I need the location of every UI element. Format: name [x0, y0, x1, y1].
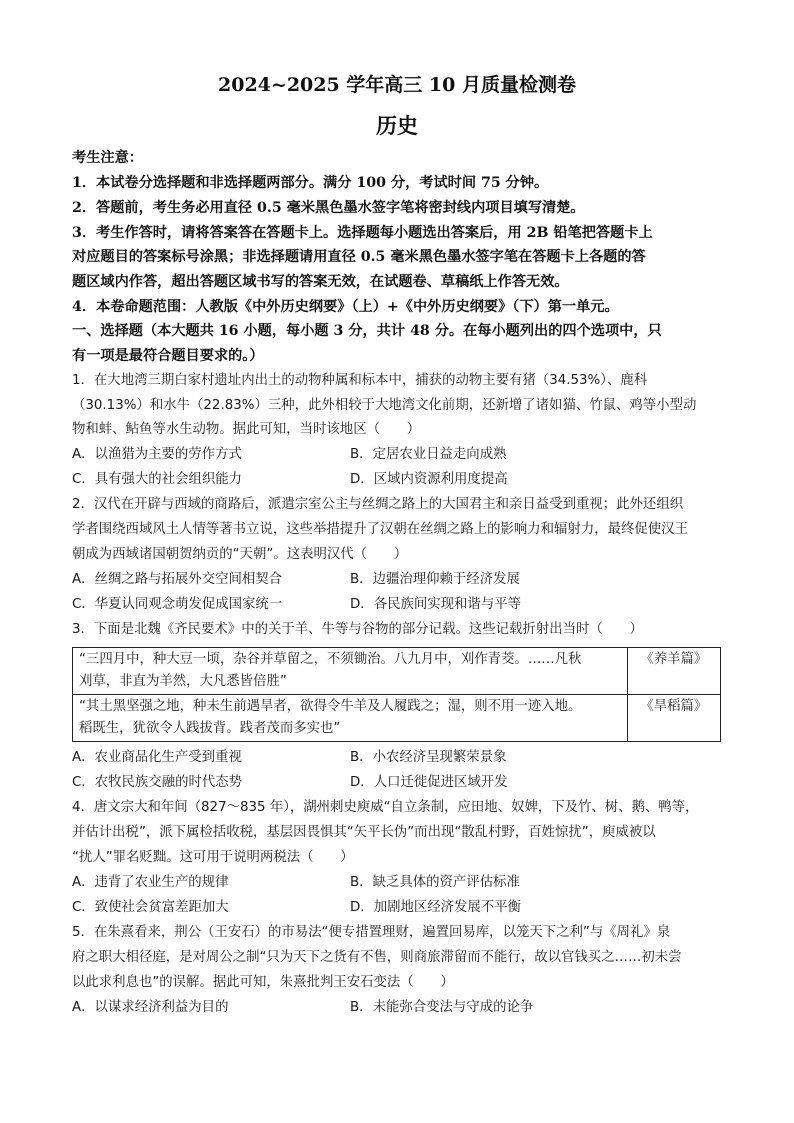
- source-cell: 《养羊篇》: [627, 648, 720, 695]
- question-2-stem: 朝成为西域诸国朝贺纳贡的“天朝”。这表明汉代（ ）: [72, 547, 408, 562]
- section-heading-cont: 有一项是最符合题目要求的。）: [72, 348, 264, 364]
- quote-cell: [73, 695, 628, 742]
- question-5-stem: 5．在朱熹看来，荆公（王安石）的市易法“便专措置理财，遍置回易库，以笼天下之利”与《周礼》泉: [72, 925, 671, 940]
- question-4-stem: 4．唐文宗大和年间（827～835 年），湖州刺史庾威“自立条制，应田地、奴婢，下及竹、树、鹅、鸭等，: [72, 800, 699, 815]
- question-5-stem: 府之职大相径庭，是对周公之制“只为天下之货有不售，则商旅滞留而不能行，故以官钱买之……初未尝: [72, 950, 682, 965]
- notice-line: 对应题目的答案标号涂黑；非选择题请用直径 0.5 毫米黑色墨水签字笔在答题卡上各题的答: [72, 249, 646, 265]
- notice-line: 4．本卷命题范围：人教版《中外历史纲要》（上）+《中外历史纲要》（下）第一单元。: [72, 299, 619, 315]
- subject-title: 历史: [376, 113, 418, 138]
- question-5-stem: 以此求利息也”的误解。据此可知，朱熹批判王安石变法（ ）: [72, 975, 454, 990]
- notice-line: 题区域内作答，超出答题区域书写的答案无效，在试题卷、草稿纸上作答无效。: [72, 274, 569, 290]
- option-b[interactable]: B．缺乏具体的资产评估标准: [350, 875, 520, 890]
- question-1-stem: 1．在大地湾三期白家村遗址内出土的动物种属和标本中，捕获的动物主要有猪（34.53%）、鹿科: [72, 373, 648, 388]
- quote-text: 稻既生，犹欲令人践拔背。践者茂而多实也”: [79, 721, 341, 736]
- option-a[interactable]: A．违背了农业生产的规律: [72, 875, 229, 890]
- option-c[interactable]: C．农牧民族交融的时代态势: [72, 775, 243, 790]
- question-2-stem: 学者围绕西域风土人情等著书立说，这些举措提升了汉朝在丝绸之路上的影响力和辐射力，最终促使汉王: [72, 522, 688, 537]
- table-row: [73, 695, 721, 742]
- notice-line: 3．考生作答时，请将答案答在答题卡上。选择题每小题选出答案后，用 2B 铅笔把答题卡上: [72, 225, 653, 241]
- source-cell: 《旱稻篇》: [627, 695, 720, 742]
- notice-heading: 考生注意：: [72, 150, 143, 166]
- option-b[interactable]: B．定居农业日益走向成熟: [350, 447, 507, 462]
- question-2-stem: 2．汉代在开辟与西域的商路后，派遣宗室公主与丝绸之路上的大国君主和亲日益受到重视；此外还组织: [72, 497, 684, 512]
- table-row: [73, 648, 721, 695]
- quote-text: 刈草，非直为羊然，大凡悉皆倍胜”: [79, 674, 287, 689]
- section-heading: 一、选择题（本大题共 16 小题，每小题 3 分，共计 48 分。在每小题列出的四个选项中，只: [72, 323, 662, 339]
- option-d[interactable]: D．各民族间实现和谐与平等: [350, 597, 521, 612]
- option-c[interactable]: C．华夏认同观念萌发促成国家统一: [72, 597, 283, 612]
- exam-title: 2024~2025 学年高三 10 月质量检测卷: [218, 74, 576, 96]
- question-1-stem: （30.13%）和水牛（22.83%）三种，此外相较于大地湾文化前期，还新增了诸如猫、竹鼠、鸡等小型动: [72, 398, 697, 413]
- option-a[interactable]: A．以谋求经济利益为目的: [72, 1000, 229, 1015]
- notice-line: 1．本试卷分选择题和非选择题两部分。满分 100 分，考试时间 75 分钟。: [72, 175, 549, 191]
- question-1-stem: 物和蚌、鲇鱼等水生动物。据此可知，当时该地区（ ）: [72, 422, 421, 437]
- option-b[interactable]: B．边疆治理仰赖于经济发展: [350, 572, 520, 587]
- question-4-stem: 并估计出税”，派下属检括收税，基层因畏惧其“矢平长伪”而出现“散乱村野，百姓惊扰”，庾威被以: [72, 825, 656, 840]
- question-4-stem: “扰人”罪名贬黜。这可用于说明两税法（ ）: [72, 850, 354, 865]
- option-a[interactable]: A．以渔猎为主要的劳作方式: [72, 447, 242, 462]
- option-d[interactable]: D．加剧地区经济发展不平衡: [350, 900, 521, 915]
- option-c[interactable]: C．具有强大的社会组织能力: [72, 472, 243, 487]
- option-b[interactable]: B．未能弥合变法与守成的论争: [350, 1000, 534, 1015]
- option-b[interactable]: B．小农经济呈现繁荣景象: [350, 750, 507, 765]
- option-a[interactable]: A．丝绸之路与拓展外交空间相契合: [72, 572, 283, 587]
- option-c[interactable]: C．致使社会贫富差距加大: [72, 900, 229, 915]
- option-d[interactable]: D．人口迁徙促进区域开发: [350, 775, 508, 790]
- quote-text: “三四月中，种大豆一顷，杂谷并草留之，不须锄治。八九月中，刈作青茭。……凡秋: [79, 652, 582, 667]
- option-a[interactable]: A．农业商品化生产受到重视: [72, 750, 242, 765]
- question-3-stem: 3．下面是北魏《齐民要术》中的关于羊、牛等与谷物的部分记载。这些记载折射出当时（ ）: [72, 622, 643, 637]
- notice-line: 2．答题前，考生务必用直径 0.5 毫米黑色墨水签字笔将密封线内项目填写清楚。: [72, 200, 585, 216]
- quote-text: “其土黑坚强之地，种未生前遇旱者，欲得令牛羊及人履践之；湿，则不用一迹入地。: [79, 699, 582, 714]
- source-table: [72, 647, 721, 742]
- option-d[interactable]: D．区域内资源利用度提高: [350, 472, 508, 487]
- quote-cell: [73, 648, 628, 695]
